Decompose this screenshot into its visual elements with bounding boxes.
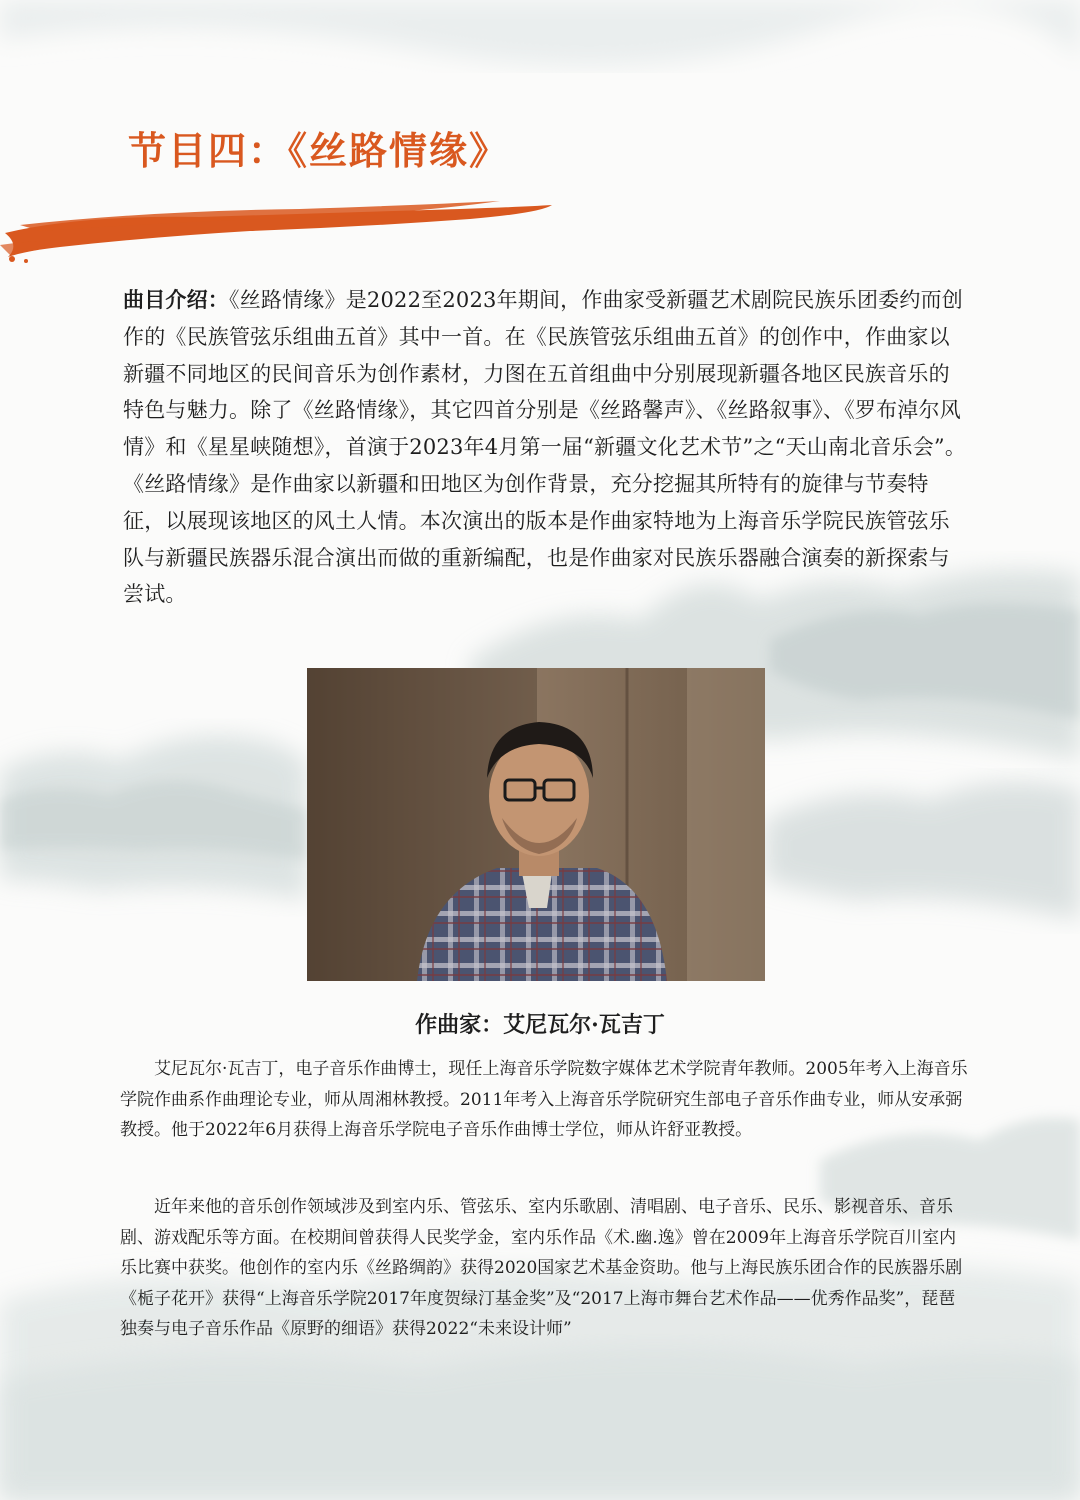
program-title: 节目四：《丝路情缘》: [128, 129, 510, 173]
composer-bio-paragraph-1: 艾尼瓦尔·瓦吉丁，电子音乐作曲博士，现任上海音乐学院数字媒体艺术学院青年教师。2005年考入上海音乐学院作曲系作曲理论专业，师从周湘林教授。2011年考入上海音乐学院研究生部电子音乐作曲专业，师从安承弼教授。他于2022年6月获得上海音乐学院电子音乐作曲博士学位，师从许舒亚教授。: [120, 1059, 968, 1140]
composer-bio-paragraph-2: 近年来他的音乐创作领域涉及到室内乐、管弦乐、室内乐歌剧、清唱剧、电子音乐、民乐、影视音乐、音乐剧、游戏配乐等方面。在校期间曾获得人民奖学金，室内乐作品《术.幽.逸》曾在2009年上海音乐学院百川室内乐比赛中获奖。他创作的室内乐《丝路绸韵》获得2020国家艺术基金资助。他与上海民族乐团合作的民族器乐剧《栀子花开》获得“上海音乐学院2017年度贺绿汀基金奖”及“2017上海市舞台艺术作品——优秀作品奖”，琵琶独奏与电子音乐作品《原野的细语》获得2022“未来设计师”: [120, 1197, 963, 1339]
brush-stroke-divider: [0, 195, 560, 265]
piece-introduction: [123, 282, 968, 613]
intro-text: 《丝路情缘》是2022至2023年期间，作曲家受新疆艺术剧院民族乐团委约而创作的《民族管弦乐组曲五首》其中一首。在《民族管弦乐组曲五首》的创作中，作曲家以新疆不同地区的民间音乐为创作素材，力图在五首组曲中分别展现新疆各地区民族音乐的特色与魅力。除了《丝路情缘》，其它四首分别是《丝路馨声》、《丝路叙事》、《罗布淖尔风情》和《星星峡随想》，首演于2023年4月第一届“新疆文化艺术节”之“天山南北音乐会”。《丝路情缘》是作曲家以新疆和田地区为创作背景，充分挖掘其所特有的旋律与节奏特征，以展现该地区的风土人情。本次演出的版本是作曲家特地为上海音乐学院民族管弦乐队与新疆民族器乐混合演出而做的重新编配，也是作曲家对民族乐器融合演奏的新探索与尝试。: [123, 288, 967, 607]
intro-label: 曲目介绍：: [123, 287, 229, 312]
composer-photo: [307, 668, 765, 981]
composer-caption: 作曲家：艾尼瓦尔·瓦吉丁: [415, 1012, 665, 1038]
